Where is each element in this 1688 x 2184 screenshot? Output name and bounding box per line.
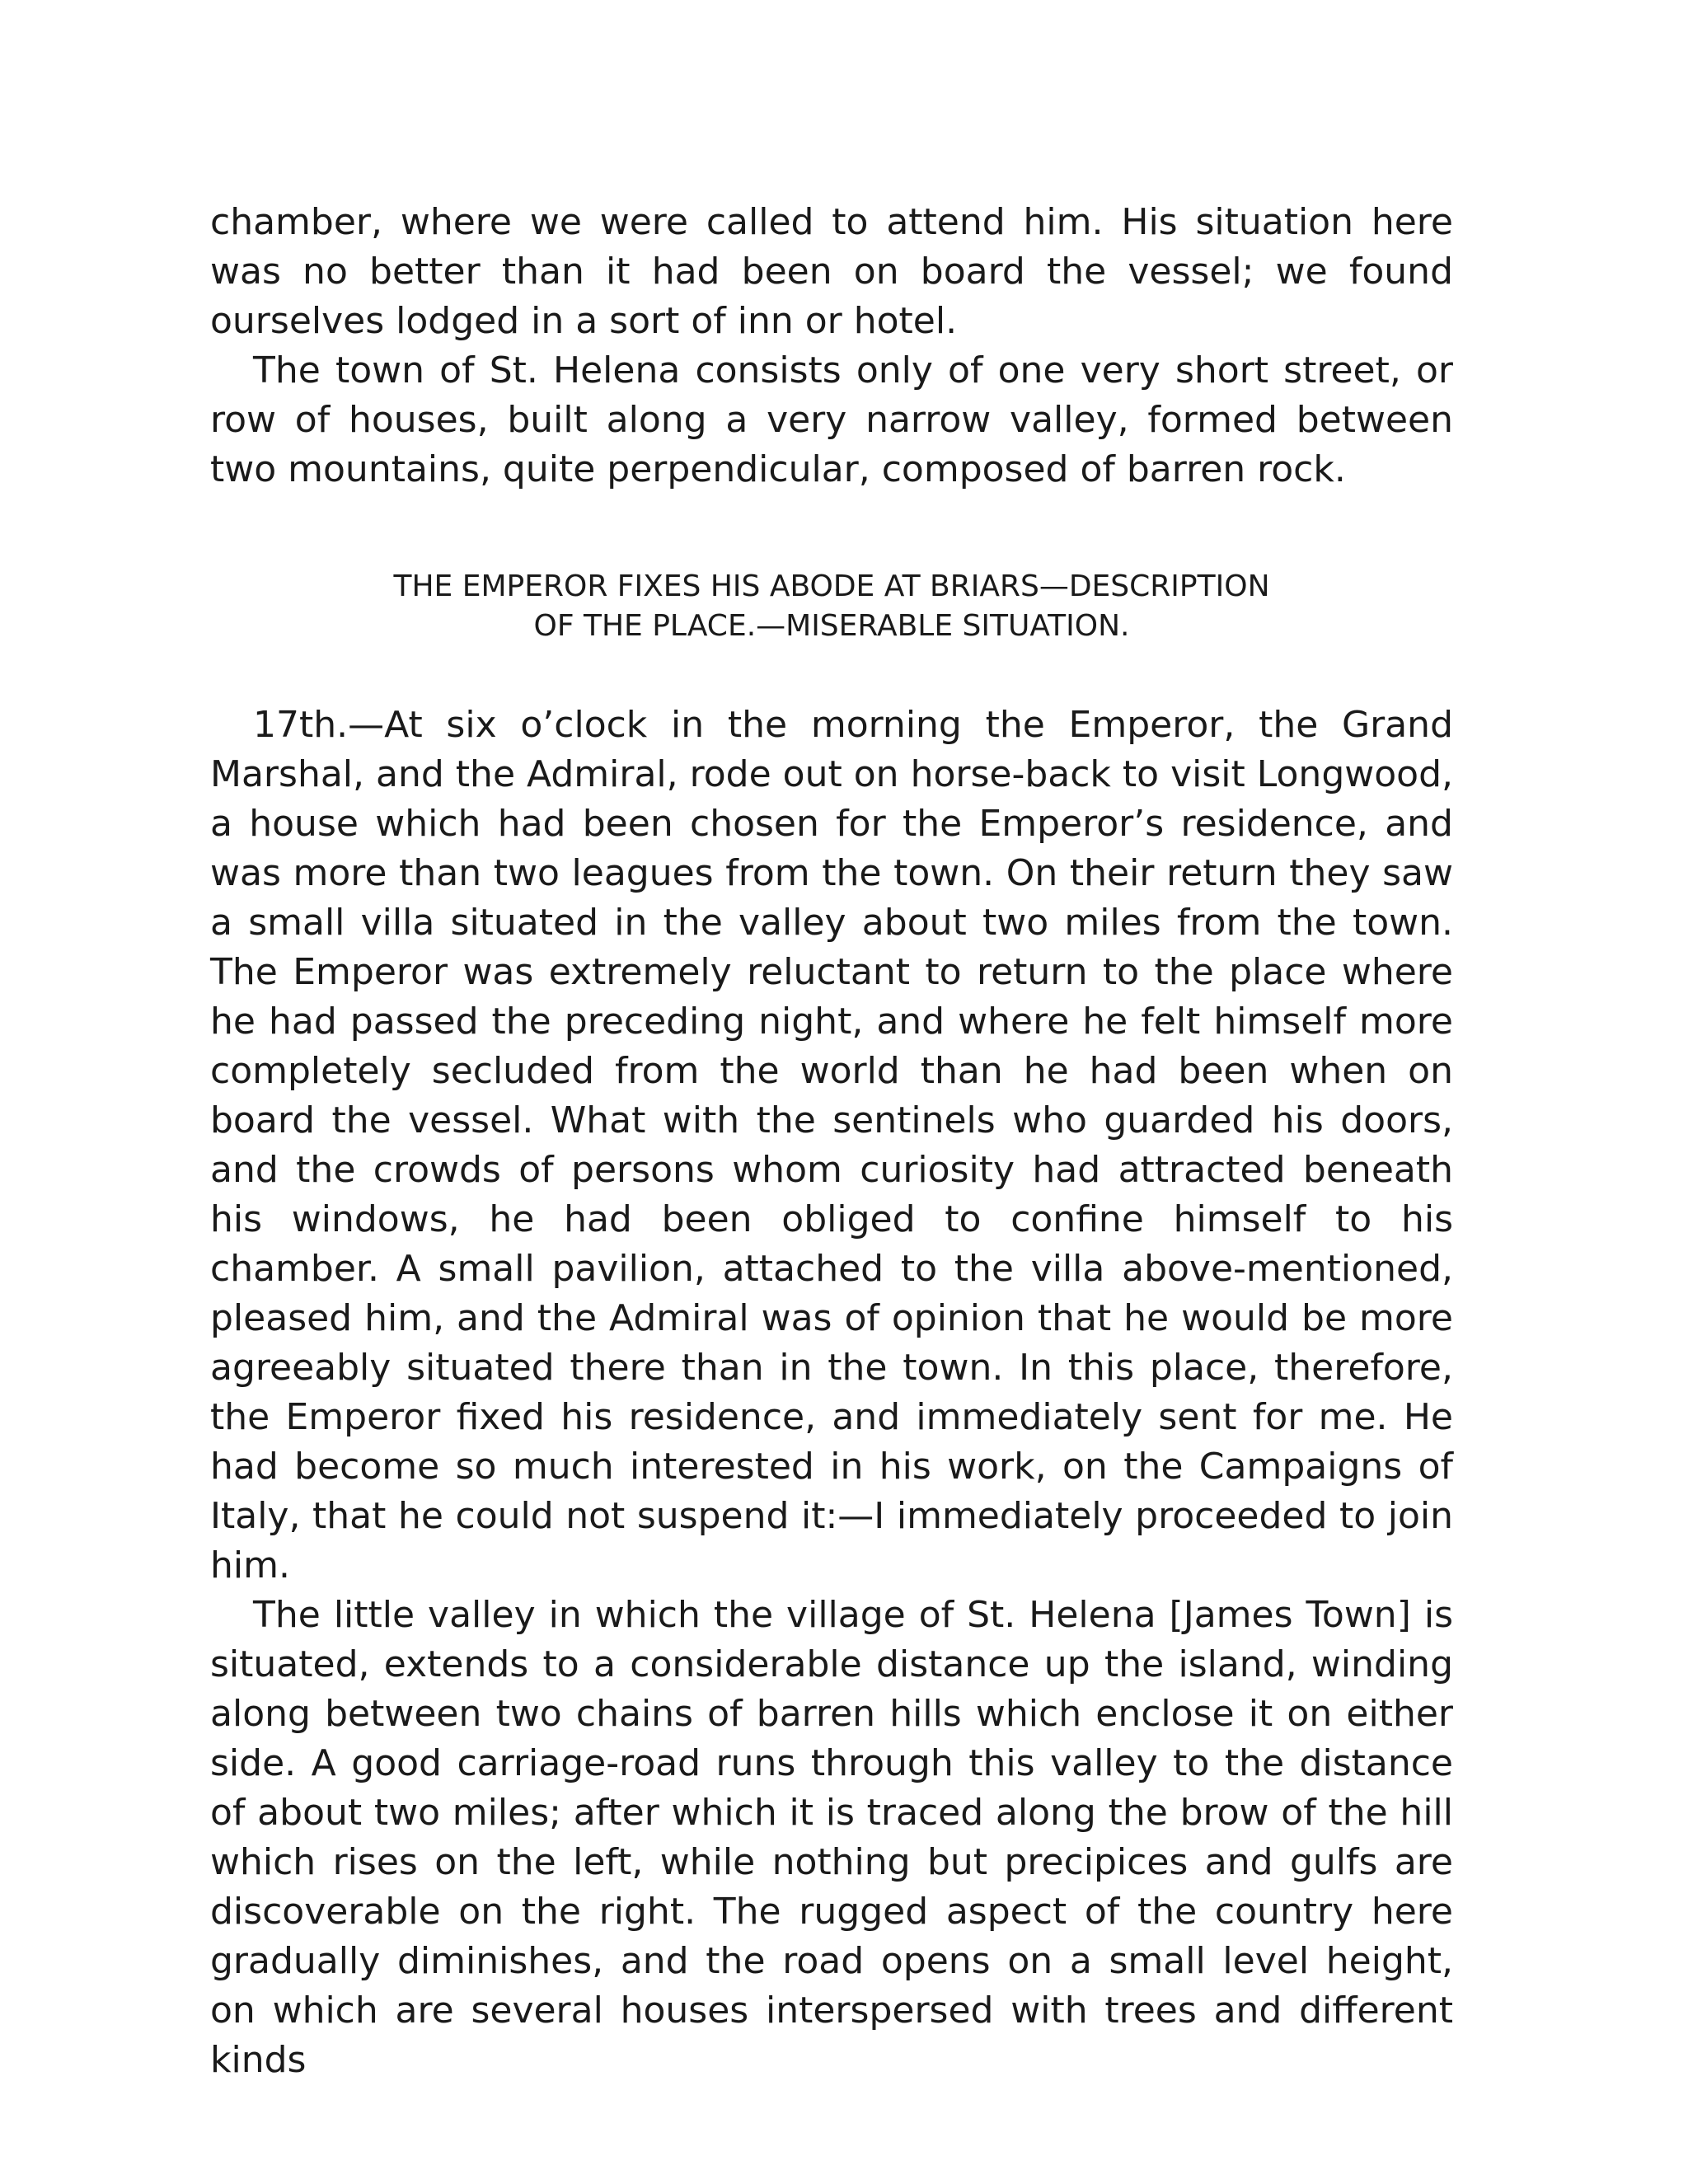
section-heading-line-2: OF THE PLACE.—MISERABLE SITUATION. — [533, 609, 1130, 643]
section-heading-line-1: THE EMPEROR FIXES HIS ABODE AT BRIARS—DESCRIPTION — [393, 569, 1270, 603]
paragraph-town-description: The town of St. Helena consists only of one very short street, or row of houses, built along a very narrow valley, formed between two mountains, quite perpendicular, composed of barren rock. — [210, 349, 1453, 490]
paragraph-valley-description: The little valley in which the village of St. Helena [James Town] is situated, extends to a considerable distance up the island, winding along between two chains of barren hills which enclose it on either side. A good carriage-road runs through this valley to the distance of about two miles; after which it is traced along the brow of the hill which rises on the left, while nothing but precipices and gulfs are discoverable on the right. The rugged aspect of the country here gradually diminishes, and the road opens on a small level height, on which are several houses interspersed with trees and different kinds — [210, 1594, 1453, 2081]
section-heading — [210, 567, 1453, 646]
paragraph-17th-entry: 17th.—At six o’clock in the morning the Emperor, the Grand Marshal, and the Admiral, rode out on horse-back to visit Longwood, a house which had been chosen for the Emperor’s residence, and was more than two leagues from the town. On their return they saw a small villa situated in the valley about two miles from the town. The Emperor was extremely reluctant to return to the place where he had passed the preceding night, and where he felt himself more completely secluded from the world than he had been when on board the vessel. What with the sentinels who guarded his doors, and the crowds of persons whom curiosity had attracted beneath his windows, he had been obliged to confine himself to his chamber. A small pavilion, attached to the villa above-mentioned, pleased him, and the Admiral was of opinion that he would be more agreeably situated there than in the town. In this place, therefore, the Emperor fixed his residence, and immediately sent for me. He had become so much interested in his work, on the Campaigns of Italy, that he could not suspend it:—I immediately proceeded to join him. — [210, 704, 1453, 1586]
book-page — [210, 198, 1453, 2085]
paragraph-continued: chamber, where we were called to attend him. His situation here was no better than it had been on board the vessel; we found ourselves lodged in a sort of inn or hotel. — [210, 201, 1453, 342]
